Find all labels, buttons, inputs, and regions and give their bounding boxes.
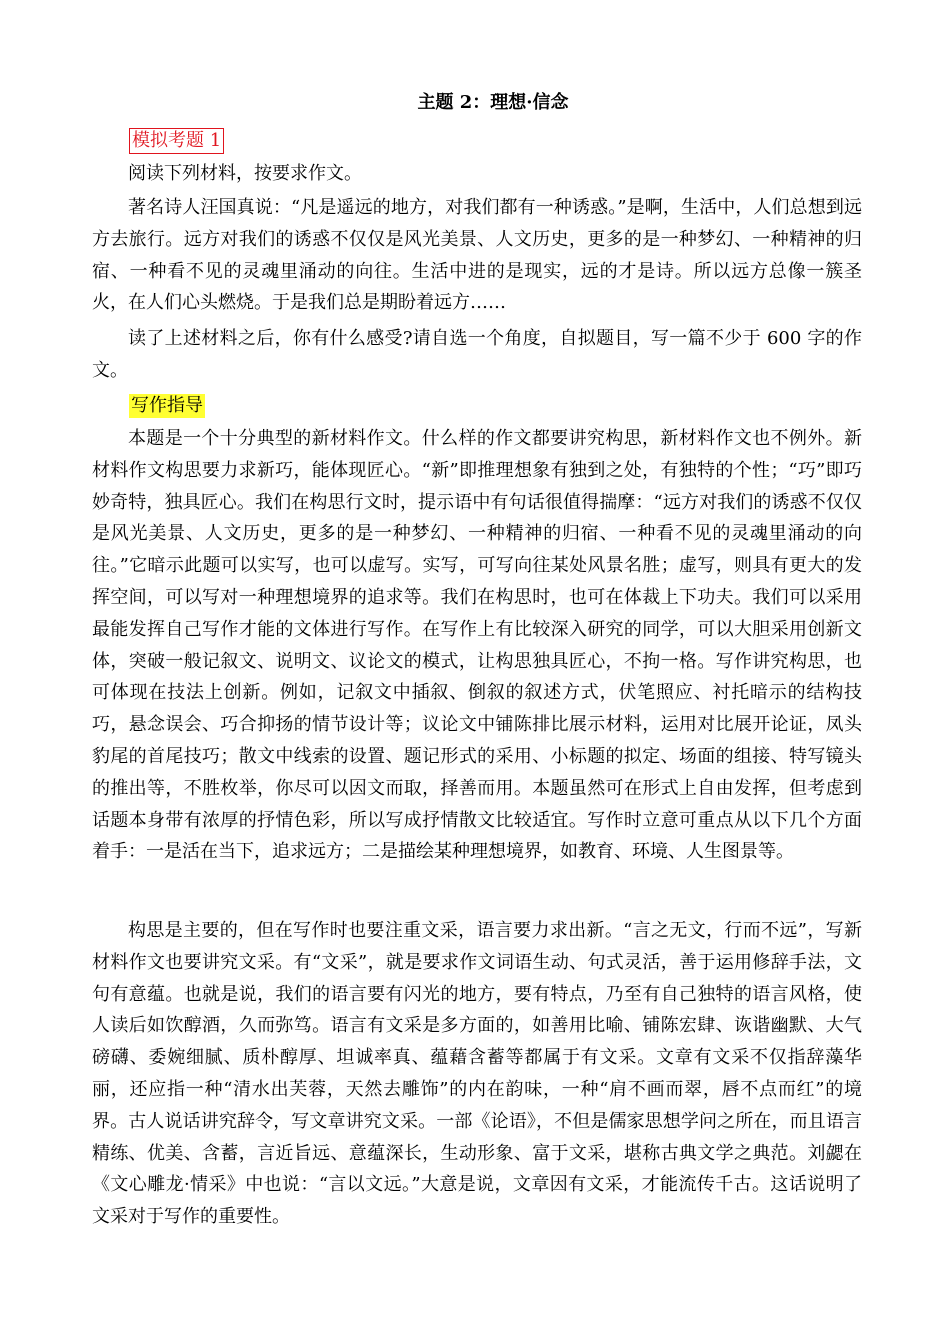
guide-paragraph-2: 构思是主要的，但在写作时也要注重文采，语言要力求出新。“言之无文，行而不远”，写新材料作文也要讲究文采。有“文采”，就是要求作文词语生动、句式灵活，善于运用修辞手法，文句有意蕴。也就是说，我们的语言要有闪光的地方，要有特点，乃至有自己独特的语言风格，使人读后如饮醇酒，久而弥笃。语言有文采是多方面的，如善用比喻、铺陈宏肆、诙谐幽默、大气磅礴、委婉细腻、质朴醇厚、坦诚率真、蕴藉含蓄等都属于有文采。文章有文采不仅指辞藻华丽，还应指一种“清水出芙蓉，天然去雕饰”的内在韵味，一种“肩不画而翠，唇不点而红”的境界。古人说话讲究辞令，写文章讲究文采。一部《论语》，不但是儒家思想学问之所在，而且语言精练、优美、含蓄，言近旨远、意蕴深长，生动形象、富于文采，堪称古典文学之典范。刘勰在《文心雕龙·情采》中也说：“言以文远。”大意是说，文章因有文采，才能流传千古。这话说明了文采对于写作的重要性。 bbox=[92, 920, 862, 1228]
page-title: 主题 2：理想·信念 bbox=[417, 92, 569, 113]
guide-paragraph-1: 本题是一个十分典型的新材料作文。什么样的作文都要讲究构思，新材料作文也不例外。新材料作文构思要力求新巧，能体现匠心。“新”即推理想象有独到之处，有独特的个性；“巧”即巧妙奇特，独具匠心。我们在构思行文时，提示语中有句话很值得揣摩：“远方对我们的诱惑不仅仅是风光美景、人文历史，更多的是一种梦幻、一种精神的归宿、一种看不见的灵魂里涌动的向往。”它暗示此题可以实写，也可以虚写。实写，可写向往某处风景名胜；虚写，则具有更大的发挥空间，可以写对一种理想境界的追求等。我们在构思时，也可在体裁上下功夫。我们可以采用最能发挥自己写作才能的文体进行写作。在写作上有比较深入研究的同学，可以大胆采用创新文体，突破一般记叙文、说明文、议论文的模式，让构思独具匠心，不拘一格。写作讲究构思，也可体现在技法上创新。例如，记叙文中插叙、倒叙的叙述方式，伏笔照应、衬托暗示的结构技巧，悬念误会、巧合抑扬的情节设计等；议论文中铺陈排比展示材料，运用对比展开论证，凤头豹尾的首尾技巧；散文中线索的设置、题记形式的采用、小标题的拟定、场面的组接、特写镜头的推出等，不胜枚举，你尽可以因文而取，择善而用。本题虽然可在形式上自由发挥，但考虑到话题本身带有浓厚的抒情色彩，所以写成抒情散文比较适宜。写作时立意可重点从以下几个方面着手：一是活在当下，追求远方；二是描绘某种理想境界，如教育、环境、人生图景等。 bbox=[92, 428, 862, 863]
requirement-paragraph: 读了上述材料之后，你有什么感受?请自选一个角度，自拟题目，写一篇不少于 600 字的作文。 bbox=[92, 328, 862, 381]
instruction-text: 阅读下列材料，按要求作文。 bbox=[128, 163, 362, 184]
section-tag-mock-exam: 模拟考题 1 bbox=[129, 128, 224, 154]
material-paragraph: 著名诗人汪国真说：“凡是遥远的地方，对我们都有一种诱惑。”是啊，生活中，人们总想到远方去旅行。远方对我们的诱惑不仅仅是风光美景、人文历史，更多的是一种梦幻、一种精神的归宿、一种看不见的灵魂里涌动的向往。生活中进的是现实，远的才是诗。所以远方总像一簇圣火，在人们心头燃烧。于是我们总是期盼着远方…… bbox=[92, 197, 862, 314]
section-tag-writing-guide: 写作指导 bbox=[131, 395, 203, 416]
